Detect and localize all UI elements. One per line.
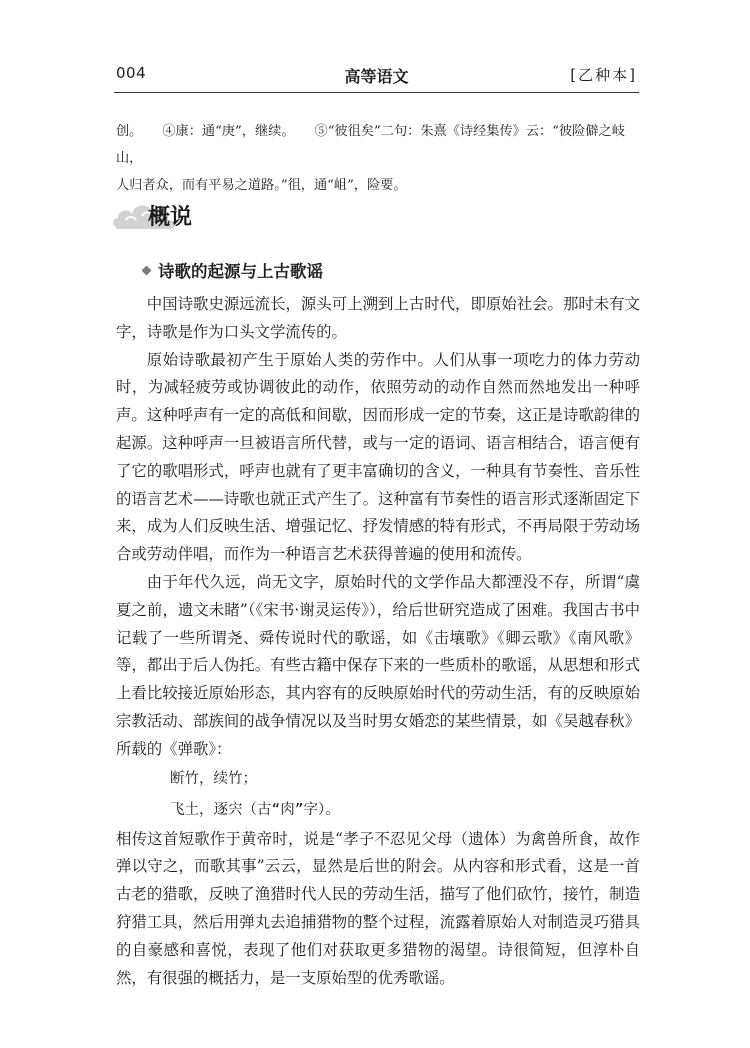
- running-header: [116, 64, 637, 88]
- paragraph: 由于年代久远，尚无文字，原始时代的文学作品大都湮没不存，所谓“虞夏之前，遗文未睹”（《宋书·谢灵运传》），给后世研究造成了困难。我国古书中记载了一些所谓尧、舜传说时代的歌谣，如《击壤歌》《卿云歌》《南风歌》等，都出于后人伪托。有些古籍中保存下来的一些质朴的歌谣，从思想和形式上看比较接近原始形态，其内容有的反映原始时代的劳动生活，有的反映原始宗教活动、部族间的战争情况以及当时男女婚恋的某些情景，如《吴越春秋》所载的《弹歌》：: [116, 572, 640, 758]
- section-heading: [112, 196, 292, 236]
- diamond-bullet-icon: [142, 266, 152, 276]
- paragraph: 原始诗歌最初产生于原始人类的劳作中。人们从事一项吃力的体力劳动时，为减轻疲劳或协调彼此的动作，依照劳动的动作自然而然地发出一种呼声。这种呼声有一定的高低和间歇，因而形成一定的节奏，这正是诗歌韵律的起源。这种呼声一旦被语言所代替，或与一定的语词、语言相结合，语言便有了它的歌唱形式，呼声也就有了更丰富确切的含义，一种具有节奏性、音乐性的语言艺术——诗歌也就正式产生了。这种富有节奏性的语言形式逐渐固定下来，成为人们反映生活、增强记忆、抒发情感的特有形式，不再局限于劳动场合或劳动伴唱，而作为一种语言艺术获得普遍的使用和流传。: [116, 350, 640, 564]
- subsection-heading: [143, 258, 323, 282]
- page-number: 004: [116, 64, 147, 82]
- subsection-title: 诗歌的起源与上古歌谣: [158, 262, 323, 281]
- footnote-fragment: 创。: [116, 124, 143, 139]
- header-rule: [114, 92, 639, 93]
- footnote-line: [116, 118, 640, 172]
- edition-label: [乙种本]: [570, 66, 637, 84]
- footnotes: [116, 118, 640, 199]
- footnote-4: ④康：通“庚”，继续。: [162, 124, 295, 139]
- paragraph: 中国诗歌史源远流长，源头可上溯到上古时代，即原始社会。那时未有文字，诗歌是作为口头文学流传的。: [116, 295, 640, 341]
- section-title: 概说: [148, 205, 193, 230]
- body-text: [116, 291, 640, 992]
- footnote-line: 人归者众，而有平易之道路。”徂，通“岨”，险要。: [116, 178, 407, 193]
- verse-line: 飞土，逐宍（古“肉”字）。: [170, 801, 340, 818]
- book-title: 高等语文: [344, 67, 409, 86]
- paragraph: 相传这首短歌作于黄帝时，说是“孝子不忍见父母（遗体）为禽兽所食，故作弹以守之，而歌其事”云云，显然是后世的附会。从内容和形式看，这是一首古老的猎歌，反映了渔猎时代人民的劳动生活，描写了他们砍竹，接竹，制造狩猎工具，然后用弹丸去追捕猎物的整个过程，流露着原始人对制造灵巧猎具的自豪感和喜悦，表现了他们对获取更多猎物的渴望。诗很简短，但淳朴自然，有很强的概括力，是一支原始型的优秀歌谣。: [116, 829, 640, 987]
- verse-line: 断竹，续竹；: [170, 770, 257, 787]
- footnote-5: ⑤“彼徂矣”二句：朱熹《诗经集传》云：“彼险僻之岐山，: [116, 124, 625, 166]
